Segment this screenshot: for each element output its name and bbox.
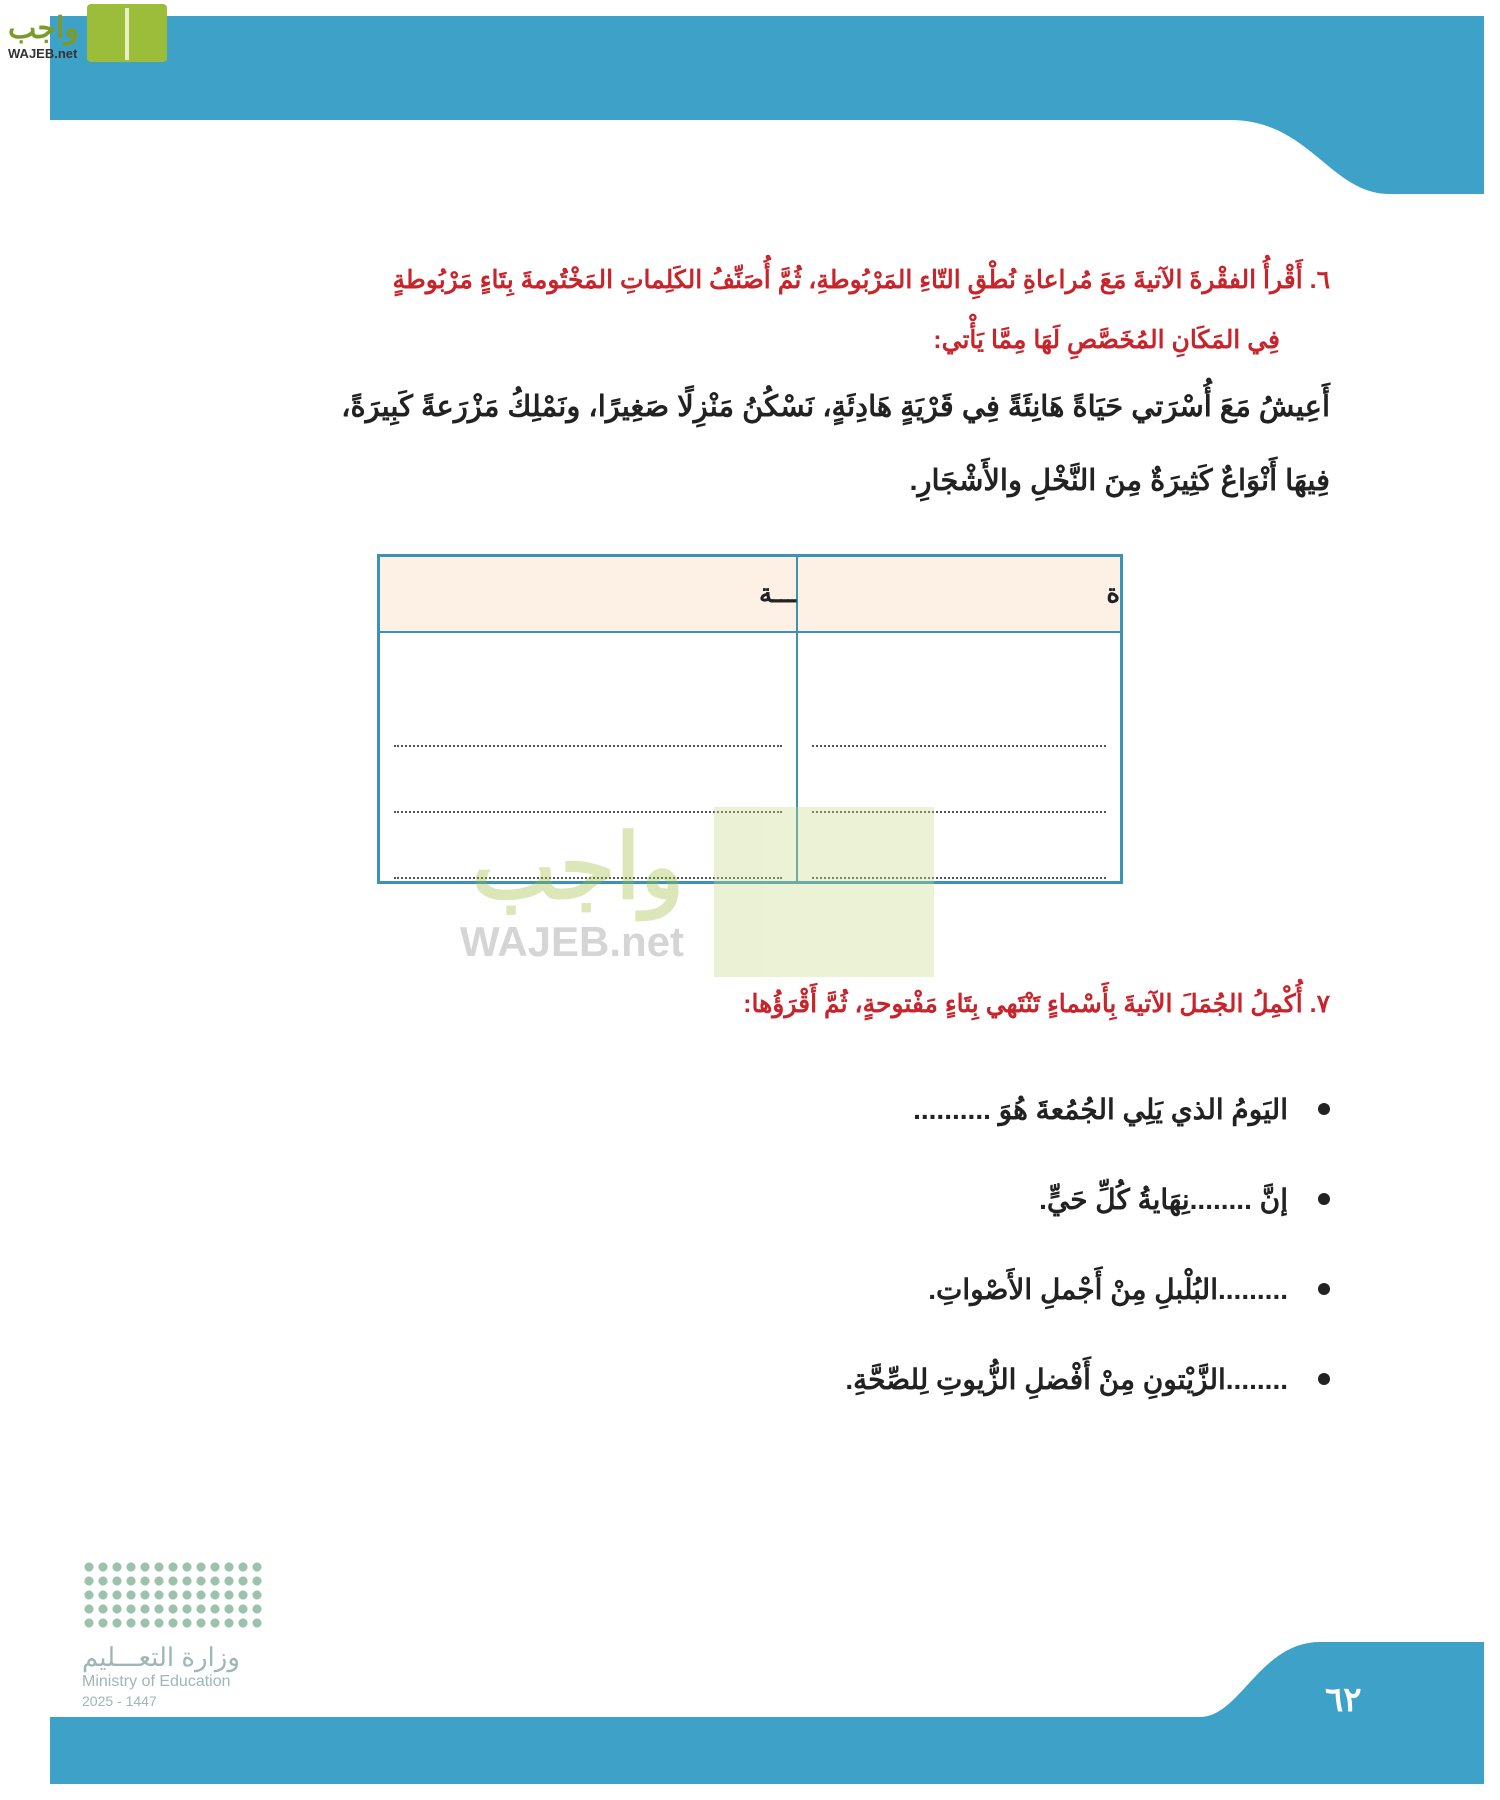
logo-text: واجب (8, 12, 79, 45)
item-text: إنَّ ........نِهَايةُ كُلِّ حَيٍّ. (1039, 1183, 1288, 1215)
q7-title: ٧. أُكْمِلُ الجُمَلَ الآتيةَ بِأَسْماءٍ تَنْتَهي بِتَاءٍ مَفْتوحةٍ، ثُمَّ أَقْرَؤُها: (743, 990, 1330, 1018)
q6-title-line1: ٦. أَقْرأُ الفقْرةَ الآتيةَ مَعَ مُراعاةِ نُطْقِ التّاءِ المَرْبُوطةِ، ثُمَّ أُصَنِّفُ الكَلِماتِ المَخْتُومةَ بِتَاءٍ مَرْبُوطةٍ (392, 266, 1330, 294)
watermark-en: WAJEB.net (460, 918, 685, 965)
list-item (170, 1244, 1330, 1334)
wajeb-logo (8, 4, 167, 62)
ministry-dots-icon (82, 1560, 262, 1630)
bullet-icon (1318, 1283, 1330, 1295)
q6-title-line2: فِي المَكَانِ المُخَصَّصِ لَهَا مِمَّا يَأْتي: (933, 326, 1280, 354)
classification-table (377, 554, 1123, 884)
q6-paragraph-line2: فِيهَا أَنْوَاعٌ كَثِيرَةٌ مِنَ النَّخْلِ والأَشْجَارِ. (909, 465, 1330, 497)
bullet-icon (1318, 1193, 1330, 1205)
ministry-en: Ministry of Education (82, 1673, 231, 1690)
table-wrapper (377, 554, 1123, 965)
ministry-ar: وزارة التعـــليم (82, 1642, 240, 1672)
logo-en: WAJEB.net (8, 46, 78, 61)
watermark-ar: واجب (471, 818, 685, 918)
list-item (170, 1064, 1330, 1154)
page-number: ٦٢ (1325, 1681, 1362, 1719)
item-text: اليَومُ الذي يَلِي الجُمُعةَ هُوَ .......... (913, 1093, 1288, 1125)
list-item (170, 1334, 1330, 1424)
bullet-icon (1318, 1373, 1330, 1385)
book-icon (87, 4, 167, 62)
bullet-icon (1318, 1103, 1330, 1115)
col-header-ta: ة (797, 556, 1122, 632)
list-item (170, 1154, 1330, 1244)
q7-list (170, 1064, 1330, 1424)
main-content (170, 250, 1330, 1424)
item-text: .........البُلْبلِ مِنْ أَجْملِ الأَصْواتِ. (928, 1273, 1288, 1305)
answer-column-right[interactable] (797, 632, 1122, 883)
year: 2025 - 1447 (82, 1693, 157, 1709)
item-text: ........الزَّيْتونِ مِنْ أَفْضلِ الزُّيوتِ لِلصِّحَّةِ. (845, 1363, 1288, 1395)
q6-paragraph-line1: أَعِيشُ مَعَ أُسْرَتي حَيَاةً هَانِئَةً فِي قَرْيَةٍ هَادِئَةٍ، نَسْكُنُ مَنْزِلًا صَغِيرًا، ونَمْلِكُ مَزْرَعةً كَبِيرَةً، (341, 391, 1330, 423)
col-header-tied: ـــة (379, 556, 797, 632)
footer-banner (50, 1642, 1484, 1784)
header-banner (50, 16, 1484, 194)
answer-column-left[interactable] (379, 632, 797, 883)
